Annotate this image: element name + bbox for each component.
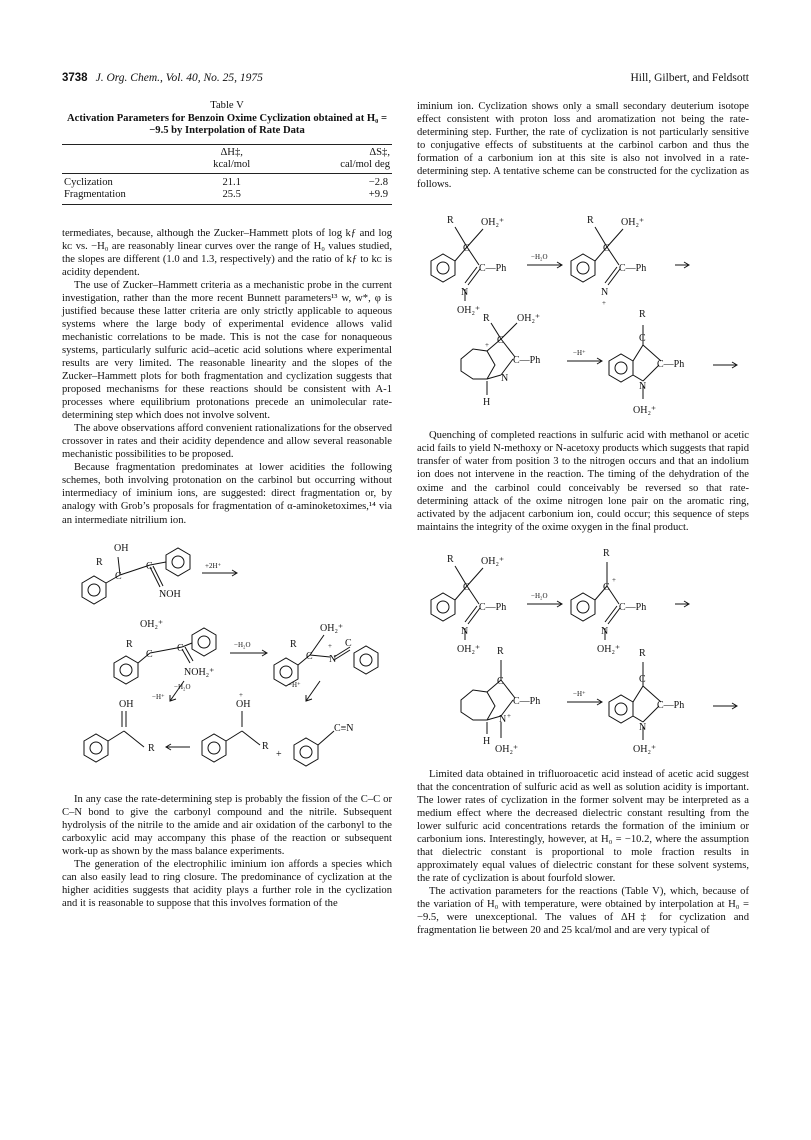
paragraph: iminium ion. Cyclization shows only a small secondary deuterium isotope effect consistent with proton loss and aromatization not being the rate-determining step. Further, the rate of cyclization is not particularly sensitive to conjugative effects of substituents at the carbinol carbon and thus the formation of a carbonium ion at this site is also not involved in a rate-determining step. A tentative scheme can be constructed for the cyclization as follows. bbox=[417, 101, 749, 191]
label-n: N bbox=[329, 653, 337, 665]
label-plus: + bbox=[485, 341, 489, 350]
label-c: C bbox=[463, 581, 470, 593]
label-n: N bbox=[501, 373, 509, 385]
table-title: Activation Parameters for Benzoin Oxime Cyclization obtained at H₀ = −9.5 by Interpolation of Rate Data bbox=[66, 112, 387, 136]
label-oh2: OH₂⁺ bbox=[633, 405, 657, 417]
label-noh2: NOH₂⁺ bbox=[184, 666, 215, 678]
label-plus: + bbox=[276, 748, 282, 760]
label-plus: + bbox=[602, 299, 606, 308]
label-nitrile: C≡N bbox=[334, 722, 354, 734]
label-c: C bbox=[345, 637, 352, 649]
label-minus-h2o: −H₂O bbox=[531, 253, 548, 262]
label-oh2: OH₂⁺ bbox=[597, 643, 621, 655]
label-plus: + bbox=[239, 690, 243, 699]
label-c-ph: C—Ph bbox=[513, 695, 541, 707]
label-c-ph: C—Ph bbox=[657, 359, 685, 371]
paragraph: The activation parameters for the reactions (Table V), which, because of the variation of H₀ with temperature, were obtained by interpolation at H₀ = −9.5, were unexceptional. The values of ΔH‡ for cyclization and fragmentation lie between 20 and 25 kcal/mol and are very typical of bbox=[417, 886, 749, 937]
label-n: N bbox=[639, 721, 647, 733]
label-oh: OH bbox=[236, 698, 251, 710]
label-o: OH bbox=[119, 698, 134, 710]
protonated-intermediate bbox=[114, 619, 267, 684]
paragraph: The generation of the electrophilic iminium ion affords a species which can also easily lead to ring closure. The predominance of cyclization at the higher acidities suggests that acidity plays a further role in the cyclization and it is reasonable to suppose that this involves formation of the bbox=[62, 858, 392, 909]
nitrilium-intermediate bbox=[274, 623, 378, 686]
label-r: R bbox=[148, 742, 155, 754]
scheme2-row1 bbox=[431, 554, 562, 655]
label-n: N bbox=[499, 713, 507, 725]
label-r: R bbox=[290, 638, 297, 650]
label-r: R bbox=[497, 645, 504, 657]
right-column bbox=[417, 100, 749, 937]
label-c: C bbox=[603, 243, 610, 255]
label-minus-h: −H⁺ bbox=[573, 349, 586, 358]
paragraph: termediates, because, although the Zucker–Hammett plots of log kƒ and log kᴄ vs. −H₀ are reasonably linear curves over the range of H₀ values studied, the slopes are different (1.0 and 1.3, respectively) and the ratio of kƒ to kᴄ is acidity dependent. bbox=[62, 227, 392, 278]
label-c: C bbox=[306, 650, 313, 662]
label-r: R bbox=[639, 309, 646, 321]
label-n: N bbox=[601, 625, 609, 637]
label-minus-h2o: −H₂O bbox=[531, 591, 548, 600]
label-oh2: OH₂⁺ bbox=[517, 313, 541, 325]
label-oh2: OH₂⁺ bbox=[457, 305, 481, 317]
label-r: R bbox=[483, 313, 490, 325]
label-oh: OH bbox=[114, 542, 129, 554]
label-c: C bbox=[146, 560, 153, 572]
label-c-ph: C—Ph bbox=[479, 263, 507, 275]
elimination-arrows bbox=[152, 681, 320, 701]
cyclization-scheme-1 bbox=[417, 199, 749, 421]
label-c-ph: C—Ph bbox=[479, 601, 507, 613]
header-ds: ΔS‡, cal/mol deg bbox=[276, 144, 392, 173]
label-minus-h2o: −H₂O bbox=[234, 640, 251, 649]
label-c: C bbox=[146, 648, 153, 660]
header-dh: ΔH‡, kcal/mol bbox=[187, 144, 276, 173]
journal-citation: J. Org. Chem., Vol. 40, No. 25, 1975 bbox=[95, 72, 263, 84]
label-plus: + bbox=[328, 641, 332, 650]
paragraph: Quenching of completed reactions in sulfuric acid with methanol or acetic acid fails to yield N-methoxy or N-acetoxy products which suggests that rapid transfer of water from position 3 to the nitrogen occurs and that an indolium ion does not intervene in the reaction. The timing of the dehydration of the oxime and the carbinol could conceivably be reversed so that rate-determining attack of the oxime nitrogen lone pair on the aromatic ring, activated by the adjacent carbonium ion, could occur; this sequence of steps maintains the integrity of the oxime oxygen in the final product. bbox=[417, 430, 749, 533]
label-n: N bbox=[639, 381, 647, 393]
scheme1-row1 bbox=[431, 215, 562, 316]
scheme2-row1b bbox=[571, 548, 689, 655]
scheme1-row2b bbox=[609, 309, 737, 416]
benzoin-oxime-structure bbox=[82, 543, 237, 604]
scheme1-row1b bbox=[571, 215, 689, 307]
table-caption bbox=[62, 100, 392, 138]
label-r: R bbox=[639, 647, 646, 659]
paragraph: Limited data obtained in trifluoroacetic acid instead of acetic acid suggest that the concentration of sulfuric acid as well as solution acidity is important. The lower rates of cyclization in the former solvent may be interpreted as a medium effect where the decreased dielectric constant resulting from the lower sulfuric acid concentrations retards the formation of the iminium or carbonium ions. Interestingly, however, at H₀ = −10.2, where the assumption that dielectric constant is proportional to mole fraction results in approximately equal values of dielectric constant for these solvent systems, the rate of cyclization is about fourfold slower. bbox=[417, 768, 749, 885]
label-c: C bbox=[639, 673, 646, 685]
label-noh: NOH bbox=[159, 588, 181, 600]
label-c: C bbox=[463, 243, 470, 255]
label-oh2: OH₂⁺ bbox=[495, 743, 519, 755]
label-c: C bbox=[497, 335, 504, 347]
label-r: R bbox=[447, 553, 454, 565]
label-c: C bbox=[497, 675, 504, 687]
table-row: Fragmentation 25.5 +9.9 bbox=[62, 189, 392, 204]
label-oh2: OH₂⁺ bbox=[140, 618, 164, 630]
header-authors: Hill, Gilbert, and Feldsott bbox=[630, 72, 749, 84]
label-n: N bbox=[461, 287, 469, 299]
table-row: Cyclization 21.1 −2.8 bbox=[64, 176, 388, 188]
label-minus-h: −H⁺ bbox=[152, 692, 165, 701]
label-c: C bbox=[639, 333, 646, 345]
label-minus-h: −H⁺ bbox=[573, 689, 586, 698]
label-plus-2h: +2H⁺ bbox=[205, 561, 222, 570]
label-n: N bbox=[601, 287, 609, 299]
label-c: C bbox=[115, 570, 122, 582]
label-c-ph: C—Ph bbox=[619, 263, 647, 275]
label-plus: + bbox=[507, 711, 511, 720]
running-header bbox=[62, 72, 749, 88]
label-oh2: OH₂⁺ bbox=[481, 555, 505, 567]
label-minus-h: −H⁺ bbox=[288, 680, 301, 689]
table-number: Table V bbox=[210, 100, 244, 111]
label-oh2: OH₂⁺ bbox=[621, 217, 645, 229]
label-h: H bbox=[483, 735, 491, 747]
label-oh2: OH₂⁺ bbox=[481, 217, 505, 229]
label-r: R bbox=[96, 556, 103, 568]
label-oh2: OH₂⁺ bbox=[633, 743, 657, 755]
scheme2-row2b bbox=[609, 648, 737, 755]
label-c-ph: C—Ph bbox=[619, 601, 647, 613]
label-r: R bbox=[126, 638, 133, 650]
label-oh2: OH₂⁺ bbox=[320, 622, 344, 634]
label-oh2: OH₂⁺ bbox=[457, 643, 481, 655]
cyclization-scheme-2 bbox=[417, 542, 749, 760]
fragmentation-scheme bbox=[62, 535, 392, 785]
label-c: C bbox=[177, 642, 184, 654]
scheme2-row2 bbox=[461, 646, 602, 755]
page-number: 3738 bbox=[62, 72, 88, 84]
label-r: R bbox=[262, 740, 269, 752]
paragraph: The use of Zucker–Hammett criteria as a mechanistic probe in the current investigation, rather than the more recent Bunnett parameters¹³ w, w*, φ is justified because these latter criteria are only strictly applicable to aqueous systems where the large body of experimental evidence allows valid mechanistic correlations to be made. This is not the case for nonaqueous systems, particularly sulfuric acid–acetic acid solutions where experimental results are very limited. The reasonable linearity and the slopes of the Zucker–Hammett plots for both fragmentation and cyclization suggests that proposed mechanisms for these reactions should be consistent with A-1 processes where equilibrium protonations precede an unimolecular rate-determining step which does not involve solvent. bbox=[62, 279, 392, 422]
label-c-ph: C—Ph bbox=[657, 699, 685, 711]
header-left bbox=[62, 72, 263, 84]
label-n: N bbox=[461, 625, 469, 637]
label-minus-h2o: −H₂O bbox=[174, 682, 191, 691]
label-h: H bbox=[483, 397, 491, 409]
label-r: R bbox=[603, 547, 610, 559]
label-c: C bbox=[603, 581, 610, 593]
paragraph: Because fragmentation predominates at lower acidities the following schemes, both involving protonation on the carbinol but occurring without intermediacy of iminium ions, are suggested: direct fragmentation or, by analogy with Grob’s proposals for fragmentation of α-aminoketoximes,¹⁴ via an intermediate nitrilium ion. bbox=[62, 462, 392, 526]
label-r: R bbox=[447, 215, 454, 227]
table-header-row bbox=[62, 144, 392, 173]
products-row bbox=[84, 691, 354, 766]
activation-table bbox=[62, 144, 392, 205]
label-plus: + bbox=[612, 575, 616, 584]
paragraph: In any case the rate-determining step is probably the fission of the C–C or C–N bond to give the carbonyl compound and the nitrile. Subsequent hydrolysis of the nitrile to the amide and air oxidation of the carbonyl to the carboxylic acid may accompany this phase of the reaction or subsequent work-up as shown by the mass balance experiments. bbox=[62, 793, 392, 857]
label-c-ph: C—Ph bbox=[513, 355, 541, 367]
paragraph: The above observations afford convenient rationalizations for the observed crossover in rates and their acidity dependence and allow several reasonable mechanistic possibilities to be proposed. bbox=[62, 423, 392, 461]
left-column bbox=[62, 100, 392, 910]
label-r: R bbox=[587, 215, 594, 227]
scheme1-row2 bbox=[461, 313, 602, 408]
